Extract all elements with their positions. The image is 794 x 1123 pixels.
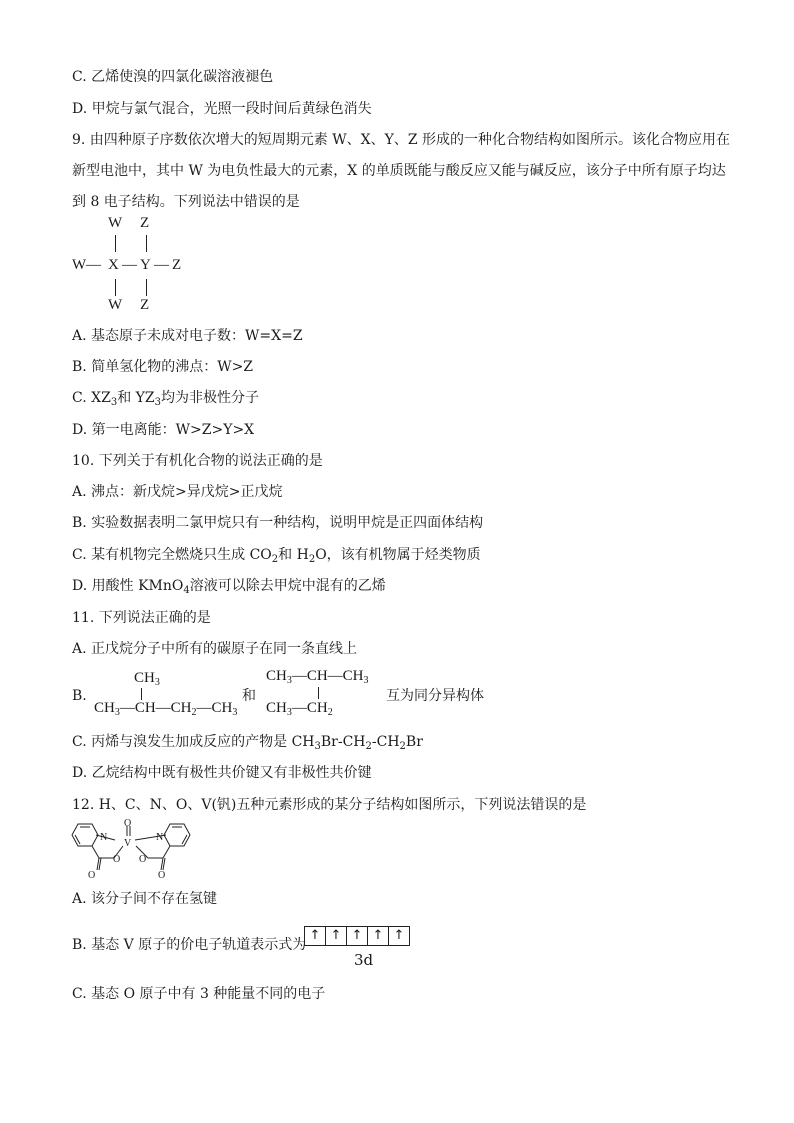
q11-stem: 11. 下列说法正确的是: [72, 610, 211, 626]
q9-option-c: C. $XZ_3$和 $YZ_3$均为非极性分子: [72, 390, 259, 408]
struct-z-right: Z: [172, 257, 182, 273]
q9-option-a: A. 基态原子未成对电子数：W=X=Z: [72, 328, 303, 344]
q8-option-d: D. 甲烷与氯气混合，光照一段时间后黄绿色消失: [72, 101, 372, 117]
q11-option-a: A. 正戊烷分子中所有的碳原子在同一条直线上: [72, 641, 358, 657]
q10-stem: 10. 下列关于有机化合物的说法正确的是: [72, 453, 323, 469]
q9-structure: W Z W — X — Y — Z W Z: [72, 215, 182, 313]
q11-and: 和: [242, 688, 256, 704]
mol-o-carbonyl-right: O: [158, 870, 166, 880]
q10-option-c: C. 某有机物完全燃烧只生成 $CO_2$和 $H_2O$，该有机物属于烃类物质: [72, 547, 481, 565]
q12-stem: 12. H、C、N、O、V(钒)五种元素形成的某分子结构如图所示，下列说法错误的是: [72, 797, 587, 813]
struct-w-left: W: [72, 257, 87, 273]
q8-option-c: C. 乙烯使溴的四氯化碳溶液褪色: [72, 69, 274, 85]
orbital-label: 3d: [354, 951, 374, 969]
q9-stem: 9. 由四种原子序数依次增大的短周期元素 W、X、Y、Z 形成的一种化合物结构如图所示。该化合物应用在新型电池中，其中 W 为电负性最大的元素，X 的单质既能与酸反应又能与碱反应，该分子中所有原子均达到 8 电子结构。下列说法中错误的是: [72, 132, 731, 210]
q10-option-a: A. 沸点：新戊烷>异戊烷>正戊烷: [72, 484, 283, 500]
q11-option-b-text: 互为同分异构体: [386, 688, 484, 704]
q12-option-c: C. 基态 O 原子中有 3 种能量不同的电子: [72, 986, 326, 1002]
struct-w-top: W: [108, 215, 123, 231]
q9-option-d: D. 第一电离能：W>Z>Y>X: [72, 422, 255, 438]
q11-option-c: C. 丙烯与溴发生加成反应的产物是 $CH_3Br-CH_2-CH_2Br$: [72, 734, 423, 752]
q11-isomer-1: $CH_3$ $CH_3—CH—CH_2—CH_3$: [94, 670, 238, 718]
orbital-box: ↑: [305, 927, 326, 945]
q12-option-a: A. 该分子间不存在氢键: [72, 891, 218, 907]
mol-o-left: O: [113, 854, 121, 865]
q11-option-d: D. 乙烷结构中既有极性共价键又有非极性共价键: [72, 765, 372, 781]
struct-z-bottom: Z: [140, 297, 150, 313]
q11-isomer-2: $CH_3—CH—CH_3$ $CH_3—CH_2$: [266, 668, 369, 718]
q10-option-b: B. 实验数据表明二氯甲烷只有一种结构，说明甲烷是正四面体结构: [72, 515, 484, 531]
q10-option-d: D. 用酸性 KMnO$_4$溶液可以除去甲烷中混有的乙烯: [72, 578, 386, 596]
orbital-box: ↑: [368, 927, 389, 945]
orbital-box: ↑: [347, 927, 368, 945]
orbital-box: ↑: [393, 928, 405, 943]
q9-option-b: B. 简单氢化物的沸点：W>Z: [72, 359, 254, 375]
mol-o-carbonyl-left: O: [88, 870, 96, 880]
mol-v: V: [124, 838, 132, 849]
vanadium-complex-structure: [66, 818, 196, 880]
mol-n-left: N: [100, 832, 108, 843]
struct-x: X: [108, 257, 119, 273]
struct-w-bottom: W: [108, 297, 123, 313]
mol-o-top: O: [124, 818, 132, 829]
q11-option-b-label: B.: [72, 688, 87, 704]
orbital-box: ↑: [326, 927, 347, 945]
struct-y: Y: [140, 257, 151, 273]
orbital-diagram-3d: [304, 926, 410, 946]
mol-n-right: N: [156, 832, 164, 843]
q12-option-b: B. 基态 V 原子的价电子轨道表示式为: [72, 937, 307, 953]
struct-z-top: Z: [140, 215, 150, 231]
mol-o-right: O: [139, 854, 147, 865]
